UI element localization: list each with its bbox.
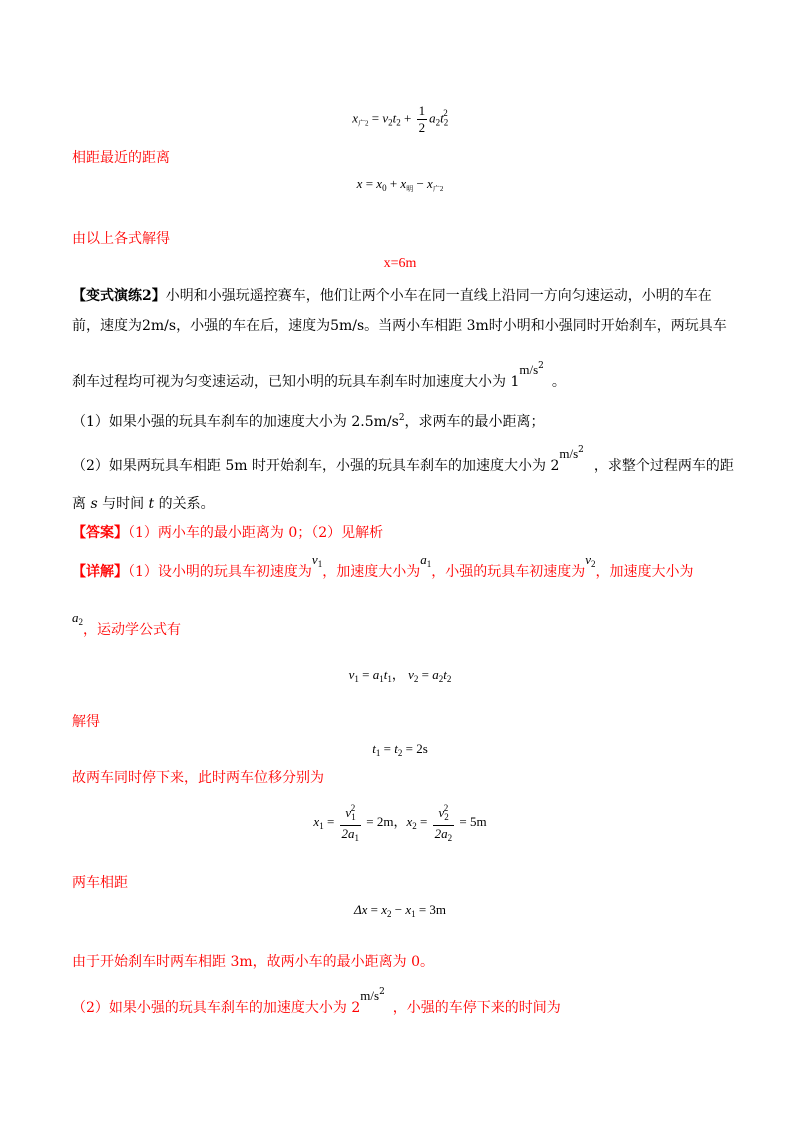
detail-line-1: 【详解】（1）设小明的玩具车初速度为$v_1$，加速度大小为$a_1$，小强的玩具车初速度为$v_2$，加速度大小为 (72, 552, 694, 580)
detail-tag: 【详解】 (72, 564, 128, 580)
equation-displacement: $x_1$ = $\frac{v_1^2}{2a_1}$ = 2m，$x_2$ = $\frac{v_2^2}{2a_2}$ = 5m (0, 800, 800, 846)
equation-x-guang: $x_{广2} = v_2t_2$ + $\frac{1}{2}$ $a_2t_2^2$ (352, 103, 449, 135)
problem-tag: 【变式演练2】 (72, 288, 166, 304)
answer-tag: 【答案】 (72, 525, 128, 541)
text-conclusion-1: 由于开始刹车时两车相距 3m，故两小车的最小距离为 0。 (72, 954, 434, 970)
equation-time: $t_1 = t_2 = 2s$ (372, 741, 428, 758)
question-2: （2）如果两玩具车相距 5m 时开始刹车，小强的玩具车刹车的加速度大小为 $2m/s^2$，求整个过程两车的距 (72, 445, 734, 474)
result-x-6m: x=6m (383, 256, 417, 271)
text-displacement: 故两车同时停下来，此时两车位移分别为 (72, 770, 324, 786)
text-solve: 由以上各式解得 (72, 231, 170, 247)
equation-velocity: $v_1 = a_1t_1$， $v_2 = a_2t_2$ (348, 667, 452, 684)
problem-line-1: 【变式演练2】小明和小强玩遥控赛车，他们让两个小车在同一直线上沿同一方向匀速运动，小明的车在 (72, 288, 712, 304)
text-part-2: （2）如果小强的玩具车刹车的加速度大小为 $2m/s^2$，小强的车停下来的时间为 (72, 987, 561, 1016)
answer: 【答案】（1）两小车的最小距离为 0；（2）见解析 (72, 525, 384, 541)
text-closest-distance: 相距最近的距离 (72, 150, 170, 166)
detail-line-2: $a_2$，运动学公式有 (72, 610, 181, 638)
problem-line-3: 刹车过程均可视为匀变速运动，已知小明的玩具车刹车时加速度大小为 $1m/s^2$。 (72, 361, 566, 390)
text-separation: 两车相距 (72, 875, 128, 891)
question-1: （1）如果小强的玩具车刹车的加速度大小为 $2.5m/s^2$，求两车的最小距离； (72, 413, 545, 430)
equation-distance: $x = x_0 + x_明 - x_{广2}$ (356, 176, 444, 193)
problem-line-2: 前，速度为2m/s，小强的车在后，速度为5m/s。当两小车相距 3m时小明和小强同时开始刹车，两玩具车 (72, 318, 727, 334)
question-2-line-2: 离 s 与时间 t 的关系。 (72, 496, 215, 512)
text-solve-2: 解得 (72, 714, 100, 730)
equation-delta-x: $\Delta x = x_2 - x_1 = 3m$ (353, 902, 447, 919)
